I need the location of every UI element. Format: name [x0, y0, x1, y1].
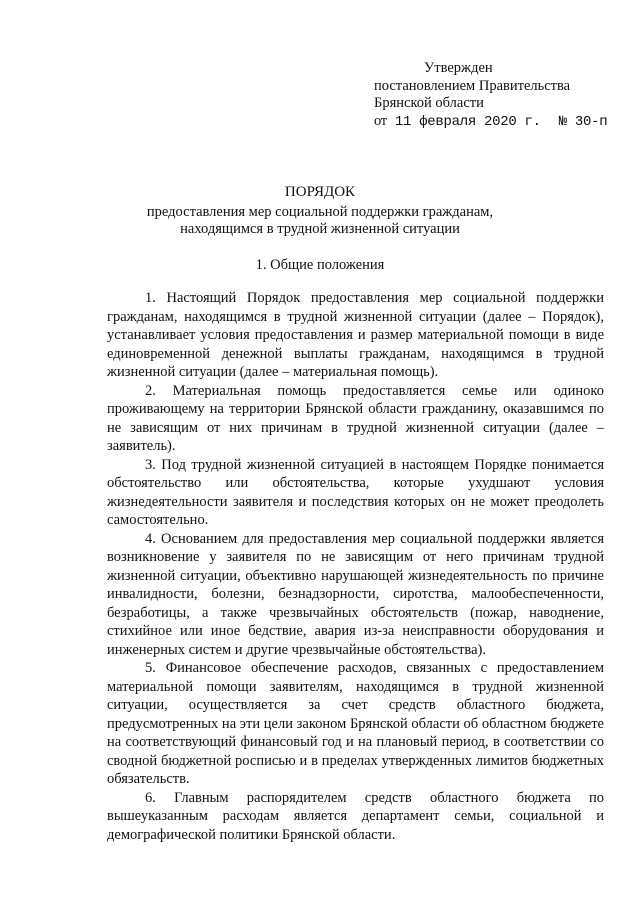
- approval-line-region: Брянской области: [374, 95, 484, 111]
- paragraph-4: 4. Основанием для предоставления мер социальной поддержки является возникновение у заявителя по не зависящим от него причинам трудной жизненной ситуации, объективно нарушающей жизнедеятельность по причине инвалидности, болезни, безнадзорности, сиротства, малообеспеченности, безработицы, а также чрезвычайных обстоятельств (пожар, наводнение, стихийное или иное бедствие, авария из-за неисправности оборудования и инженерных систем и другие чрезвычайные обстоятельства).: [107, 530, 604, 658]
- approval-date-line: [374, 113, 607, 132]
- paragraph-5: 5. Финансовое обеспечение расходов, связанных с предоставлением материальной помощи заявителям, находящимся в трудной жизненной ситуации, осуществляется за счет средств областного бюджета, предусмотренных на эти цели законом Брянской области об областном бюджете на соответствующий финансовый год и на плановый период, в соответствии со сводной бюджетной росписью и в пределах утвержденных лимитов бюджетных обязательств.: [107, 660, 604, 787]
- document-subtitle-line-1: предоставления мер социальной поддержки гражданам,: [146, 204, 494, 220]
- paragraph-1: 1. Настоящий Порядок предоставления мер социальной поддержки гражданам, находящимся в трудной жизненной ситуации (далее – Порядок), устанавливает условия предоставления и размер материальной помощи в виде единовременной денежной выплаты гражданам, находящимся в трудной жизненной ситуации (далее – материальная помощь).: [107, 290, 604, 380]
- approval-stamp: [374, 60, 607, 131]
- approval-line-by-resolution: постановлением Правительства: [374, 77, 571, 94]
- paragraph-3: 3. Под трудной жизненной ситуацией в настоящем Порядке понимается обстоятельство или обстоятельства, которые ухудшают условия жизнедеятельности заявителя и последствия которых он не может преодолеть самостоятельно.: [107, 456, 604, 528]
- document-heading: ПОРЯДОК: [284, 184, 356, 200]
- approval-date: 11 февраля 2020 г.: [394, 113, 541, 130]
- section-heading: 1. Общие положения: [255, 257, 385, 273]
- paragraph-6: 6. Главным распорядителем средств областного бюджета по вышеуказанным расходам является департамент семьи, социальной и демографической политики Брянской области.: [107, 789, 604, 843]
- document-body: [107, 289, 604, 844]
- approval-line-approved: Утвержден: [424, 60, 493, 76]
- approval-number: № 30-п: [558, 113, 608, 130]
- approval-date-prefix: от: [374, 112, 387, 129]
- document-subtitle-line-2: находящимся в трудной жизненной ситуации: [180, 221, 460, 237]
- paragraph-2: 2. Материальная помощь предоставляется семье или одиноко проживающему на территории Брянской области гражданину, оказавшимся по не зависящим от них причинам в трудной жизненной ситуации (далее – заявитель).: [107, 382, 604, 454]
